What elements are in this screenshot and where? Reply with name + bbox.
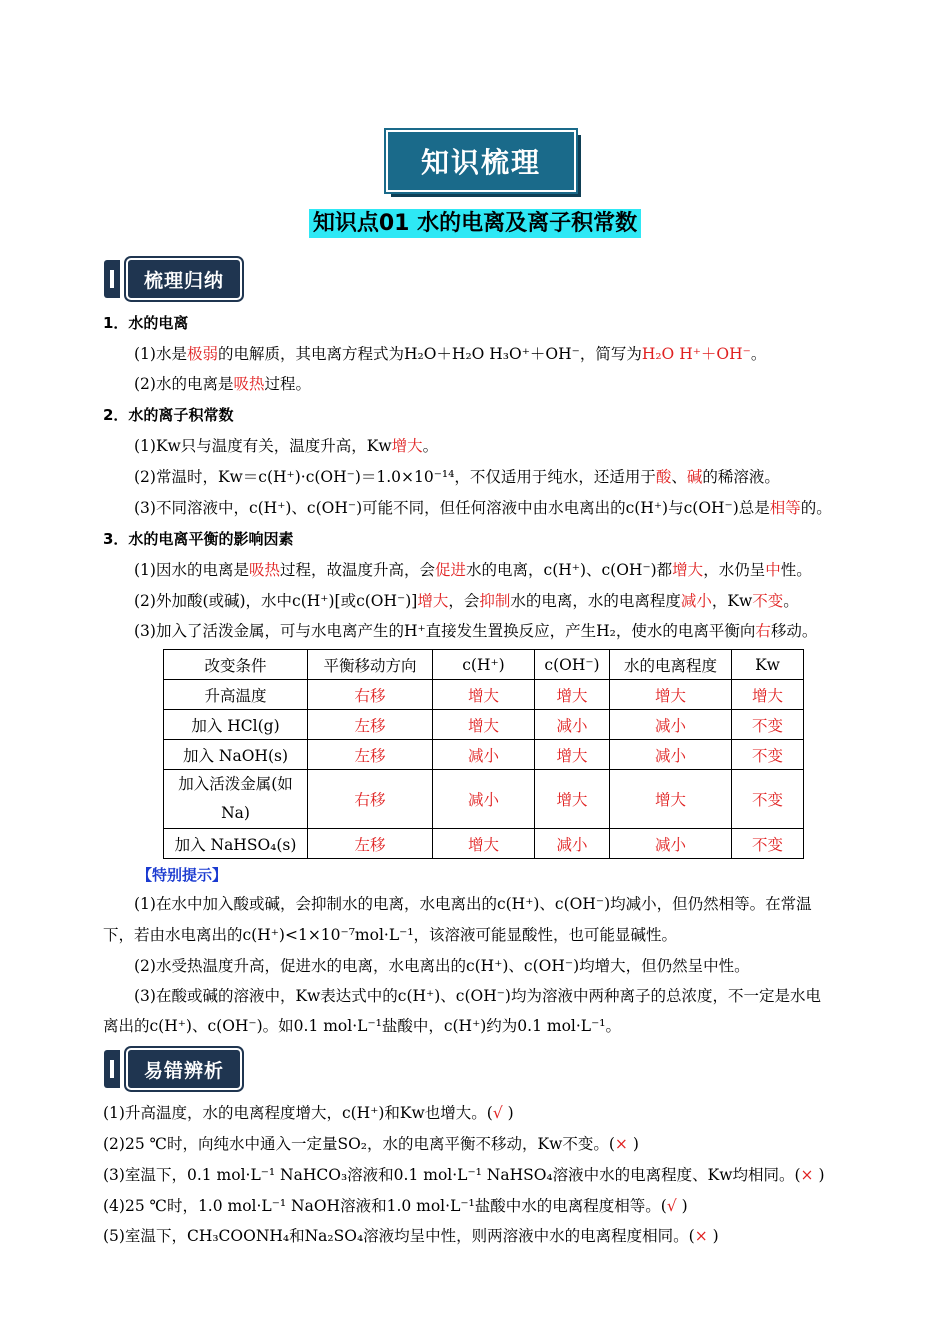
tip-paragraph: (3)在酸或碱的溶液中，Kw表达式中的c(H⁺)、c(OH⁻)均为溶液中两种离子的总浓度，不一定是水电 [134, 987, 821, 1005]
paragraph: (1)因水的电离是吸热过程，故温度升高，会促进水的电离，c(H⁺)、c(OH⁻)都增大，水仍呈中性。 [134, 561, 812, 579]
factor-table [163, 649, 804, 859]
paragraph: (2)外加酸(或碱)，水中c(H⁺)[或c(OH⁻)]增大，会抑制水的电离，水的电离程度减小，Kw不变。 [134, 592, 799, 610]
table-row: 升高温度 右移 增大 增大 增大 增大 [164, 680, 804, 710]
section-tag-errors [104, 1050, 240, 1088]
heading-3: 3．水的电离平衡的影响因素 [103, 530, 294, 548]
paragraph: (2)常温时，Kw＝c(H⁺)·c(OH⁻)＝1.0×10⁻¹⁴，不仅适用于纯水，还适用于酸、碱的稀溶液。 [134, 468, 780, 486]
table-row: 加入 NaHSO₄(s) 左移 增大 减小 减小 不变 [164, 829, 804, 859]
section-title: 易错辨析 [128, 1050, 240, 1088]
paragraph: (2)水的电离是吸热过程。 [134, 375, 311, 393]
section-tag-summary [104, 260, 240, 298]
heading-2: 2．水的离子积常数 [103, 406, 234, 424]
judgement-item: (3)室温下，0.1 mol·L⁻¹ NaHCO₃溶液和0.1 mol·L⁻¹ NaHSO₄溶液中水的电离程度、Kw均相同。(× ) [103, 1166, 825, 1184]
main-title: 知识梳理 [386, 130, 576, 192]
judgement-item: (5)室温下，CH₃COONH₄和Na₂SO₄溶液均呈中性，则两溶液中水的电离程度相同。(× ) [103, 1227, 719, 1245]
table-row: 加入活泼金属(如Na) 右移 减小 增大 增大 不变 [164, 770, 804, 829]
table-row: 加入 NaOH(s) 左移 减小 增大 减小 不变 [164, 740, 804, 770]
section-title: 梳理归纳 [128, 260, 240, 298]
paragraph: (3)加入了活泼金属，可与水电离产生的H⁺直接发生置换反应，产生H₂，使水的电离平衡向右移动。 [134, 622, 818, 640]
heading-1: 1．水的电离 [103, 314, 189, 332]
table-row: 加入 HCl(g) 左移 增大 减小 减小 不变 [164, 710, 804, 740]
paragraph: (1)Kw只与温度有关，温度升高，Kw增大。 [134, 437, 439, 455]
paragraph: (1)水是极弱的电解质，其电离方程式为H₂O＋H₂O H₃O⁺＋OH⁻，简写为H₂O H⁺＋OH⁻。 [134, 345, 767, 363]
judgement-item: (4)25 ℃时，1.0 mol·L⁻¹ NaOH溶液和1.0 mol·L⁻¹盐酸中水的电离程度相等。(√ ) [103, 1197, 688, 1215]
tip-paragraph: 下，若由水电离出的c(H⁺)<1×10⁻⁷mol·L⁻¹，该溶液可能显酸性，也可能显碱性。 [103, 926, 678, 944]
tip-label: 【特别提示】 [137, 866, 228, 884]
tip-paragraph: 离出的c(H⁺)、c(OH⁻)。如0.1 mol·L⁻¹盐酸中，c(H⁺)约为0.1 mol·L⁻¹。 [103, 1017, 621, 1035]
knowledge-point-title: 知识点01 水的电离及离子积常数 [0, 206, 950, 237]
tip-paragraph: (1)在水中加入酸或碱，会抑制水的电离，水电离出的c(H⁺)、c(OH⁻)均减小，但仍然相等。在常温 [134, 895, 812, 913]
judgement-item: (2)25 ℃时，向纯水中通入一定量SO₂，水的电离平衡不移动，Kw不变。(× ) [103, 1135, 639, 1153]
judgement-item: (1)升高温度，水的电离程度增大，c(H⁺)和Kw也增大。(√ ) [103, 1104, 514, 1122]
paragraph: (3)不同溶液中，c(H⁺)、c(OH⁻)可能不同，但任何溶液中由水电离出的c(H⁺)与c(OH⁻)总是相等的。 [134, 499, 832, 517]
tip-paragraph: (2)水受热温度升高，促进水的电离，水电离出的c(H⁺)、c(OH⁻)均增大，但仍然呈中性。 [134, 957, 750, 975]
table-header-row: 改变条件 平衡移动方向 c(H⁺) c(OH⁻) 水的电离程度 Kw [164, 650, 804, 680]
